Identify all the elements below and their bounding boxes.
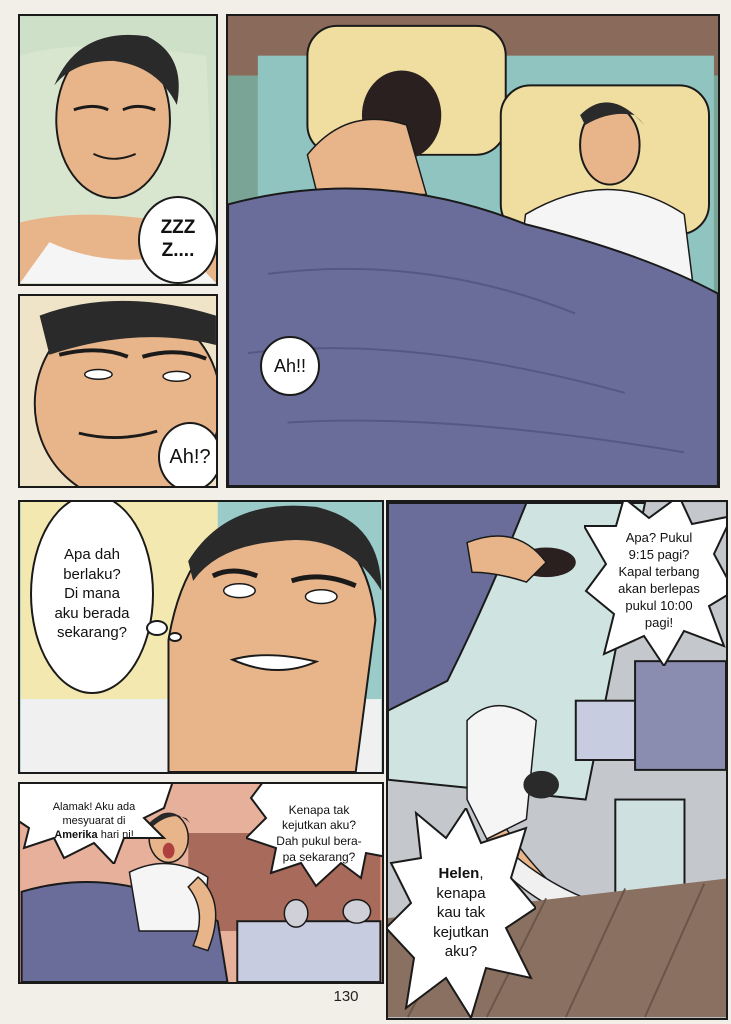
wake-me-shout-bubble [246,782,384,890]
meeting-pre: Alamak! Aku ada mesyuarat di [52,800,136,827]
helen-shout-text [433,864,489,962]
panel-confused-closeup [18,500,384,774]
wake-me-text: Kenapa tak kejutkan aku? Dah pukul bera- pa sekarang? [276,802,362,864]
flight-time-text: Apa? Pukul 9:15 pagi? Kapal terbang akan berlepas pukul 10:00 pagi! [618,530,700,630]
ah-question-bubble: Ah!? [158,422,218,488]
helen-shout-bubble [386,808,536,1018]
helen-name: Helen [438,865,480,883]
panel-bedroom-overhead [386,500,728,1020]
panel-sleeping-closeup [18,14,218,286]
zzz-speech-bubble: ZZZ Z.... [138,196,218,284]
bed-overhead-art [228,16,718,486]
thought-tail-small [168,632,182,642]
meeting-post: hari ni! [97,829,134,842]
thought-tail-large [146,620,168,636]
helen-rest: , kenapa kau tak kejutkan aku? [433,865,489,961]
panel-man-shouting [18,782,384,984]
meeting-country: Amerika [54,829,98,842]
meeting-shout-text [53,800,136,843]
flight-time-shout-bubble [584,500,728,666]
page-number: 130 [333,988,359,1005]
ah-exclamation-bubble: Ah!! [260,336,320,396]
panel-bed-overhead [226,14,720,488]
meeting-shout-bubble [18,782,174,864]
thought-bubble: Apa dah berlaku? Di mana aku berada sekarang? [30,500,154,694]
panel-waking-closeup [18,294,218,488]
